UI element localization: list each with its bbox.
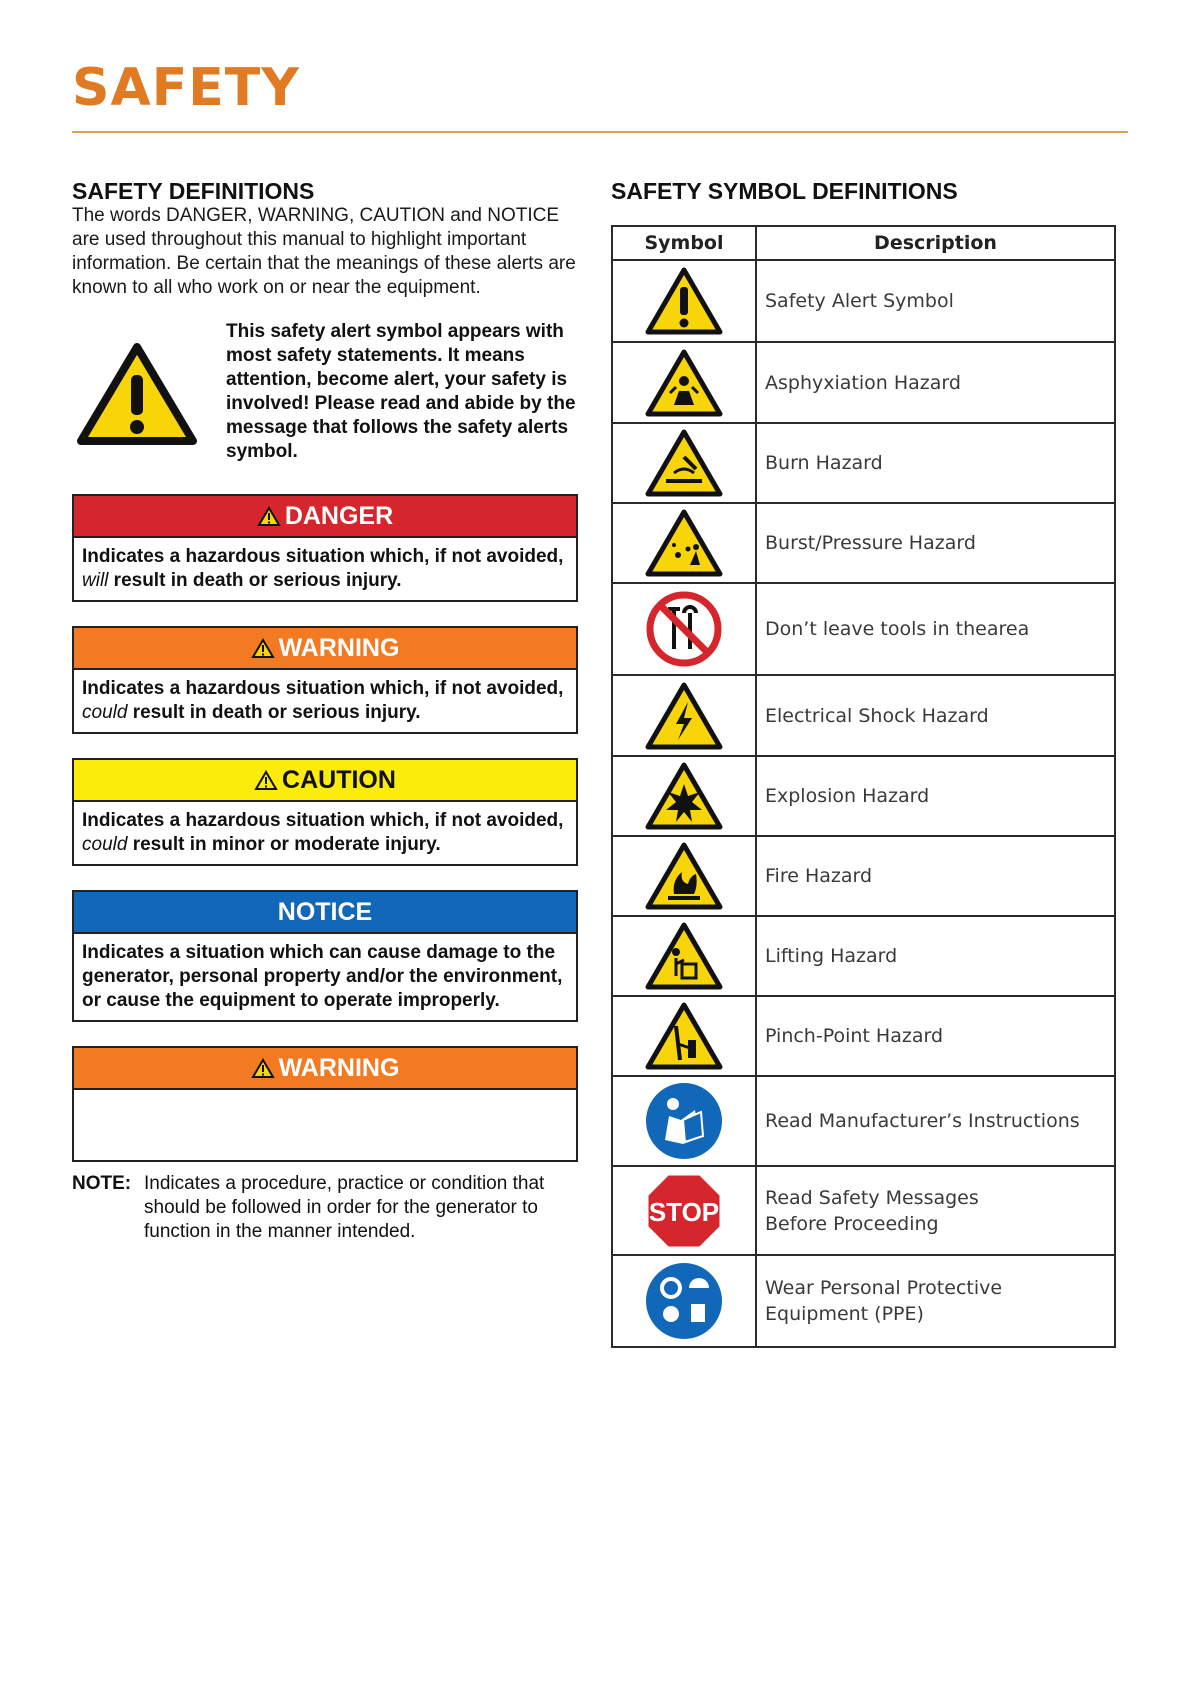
warning-box [72,626,578,734]
lifting-hazard-icon [613,920,755,992]
description-cell [756,916,1115,996]
column-header-symbol: Symbol [612,226,756,260]
symbol-cell [612,1255,756,1347]
description-text: Equipment (PPE) [765,1303,924,1325]
table-row [612,503,1115,583]
burn-hazard-icon [613,427,755,499]
description-text: Read Safety Messages [765,1186,979,1209]
description-text: Safety Alert Symbol [765,290,954,312]
symbol-cell [612,342,756,423]
table-row [612,583,1115,675]
danger-box [72,494,578,602]
table-row [612,756,1115,836]
description-cell [756,756,1115,836]
danger-header [74,496,576,538]
warning-description: Indicates a hazardous situation which, if not avoided, could result in death or serious injury. [82,678,564,723]
description-cell [756,342,1115,423]
description-text: Don’t leave tools in thearea [765,618,1030,640]
table-row [612,342,1115,423]
warning-empty-header [74,1048,576,1090]
table-row [612,260,1115,342]
stop-sign-icon [613,1171,755,1251]
note [72,1172,578,1244]
warning-triangle-icon [251,1058,275,1079]
description-text: Burst/Pressure Hazard [765,532,976,554]
alert-symbol-explanation [72,320,578,470]
description-text: Wear Personal Protective [765,1277,1003,1299]
table-row [612,836,1115,916]
note-label: NOTE: [72,1173,132,1194]
warning-header [74,628,576,670]
pinch-point-icon [613,1000,755,1072]
table-row [612,1166,1115,1255]
alert-symbol-text: This safety alert symbol appears with most safety statements. It means attention, become alert, your safety is involved! Please read and abide by the message that follows the safety alerts symbol. [226,321,576,462]
table-row [612,916,1115,996]
caution-label: CAUTION [282,765,396,794]
safety-alert-icon [72,320,202,470]
warning-label: WARNING [278,633,400,662]
description-cell [756,836,1115,916]
symbol-cell [612,260,756,342]
safety-definitions-intro: The words DANGER, WARNING, CAUTION and NOTICE are used throughout this manual to highlight important information. Be certain that the meanings of these alerts are known to all who work on or near the equipment. [72,205,576,298]
safety-definitions-heading: SAFETY DEFINITIONS [72,178,315,204]
page-title: SAFETY [72,58,300,118]
notice-box [72,890,578,1022]
notice-description: Indicates a situation which can cause damage to the generator, personal property and/or the environment, or cause the equipment to operate improperly. [82,942,563,1011]
symbol-cell [612,756,756,836]
no-tools-icon [613,589,755,669]
electrical-shock-icon [613,680,755,752]
table-row [612,1255,1115,1347]
description-cell [756,675,1115,756]
description-cell [756,503,1115,583]
symbol-definitions-section [611,178,1116,1348]
description-cell [756,1166,1115,1255]
read-manual-icon [613,1080,755,1162]
description-text: Pinch-Point Hazard [765,1025,944,1047]
safety-alert-icon [613,265,755,337]
asphyxiation-hazard-icon [613,347,755,419]
warning-triangle-icon [254,770,278,791]
symbol-cell [612,503,756,583]
warning-triangle-icon [257,506,281,527]
symbol-cell [612,1076,756,1166]
table-header-row [612,226,1115,260]
notice-header [74,892,576,934]
notice-label: NOTICE [277,897,373,926]
symbol-table [611,225,1116,1348]
symbol-cell [612,916,756,996]
note-text: Indicates a procedure, practice or condition that should be followed in order for the generator to function in the manner intended. [144,1173,545,1242]
symbol-definitions-heading: SAFETY SYMBOL DEFINITIONS [611,178,958,204]
table-row [612,1076,1115,1166]
warning-triangle-icon [251,638,275,659]
description-text: Burn Hazard [765,452,883,474]
warning-empty-box [72,1046,578,1162]
description-text: Explosion Hazard [765,785,930,807]
description-cell [756,423,1115,503]
symbol-cell [612,675,756,756]
symbol-cell [612,1166,756,1255]
description-cell [756,260,1115,342]
description-text: Electrical Shock Hazard [765,704,989,727]
warning-empty-body [74,1090,576,1160]
description-text: Lifting Hazard [765,945,898,967]
description-text: Read Manufacturer’s Instructions [765,1110,1080,1132]
table-row [612,423,1115,503]
description-text: Before Proceeding [765,1212,939,1235]
ppe-icon [613,1260,755,1342]
burst-pressure-hazard-icon [613,507,755,579]
table-row [612,675,1115,756]
caution-box [72,758,578,866]
warning-empty-label: WARNING [278,1053,400,1082]
danger-description: Indicates a hazardous situation which, if not avoided, will result in death or serious injury. [82,546,564,591]
caution-description: Indicates a hazardous situation which, if not avoided, could result in minor or moderate injury. [82,810,564,855]
table-row [612,996,1115,1076]
safety-definitions-section [72,178,578,1244]
fire-hazard-icon [613,840,755,912]
description-cell [756,996,1115,1076]
description-cell [756,1076,1115,1166]
description-text: Asphyxiation Hazard [765,371,961,394]
title-divider [72,131,1128,133]
symbol-cell [612,996,756,1076]
danger-label: DANGER [284,501,394,530]
symbol-cell [612,836,756,916]
symbol-cell [612,583,756,675]
explosion-hazard-icon [613,760,755,832]
description-cell [756,583,1115,675]
column-header-description: Description [756,226,1115,260]
symbol-cell [612,423,756,503]
description-cell [756,1255,1115,1347]
stop-sign-text: STOP [648,1196,720,1227]
caution-header [74,760,576,802]
description-text: Fire Hazard [765,865,873,887]
